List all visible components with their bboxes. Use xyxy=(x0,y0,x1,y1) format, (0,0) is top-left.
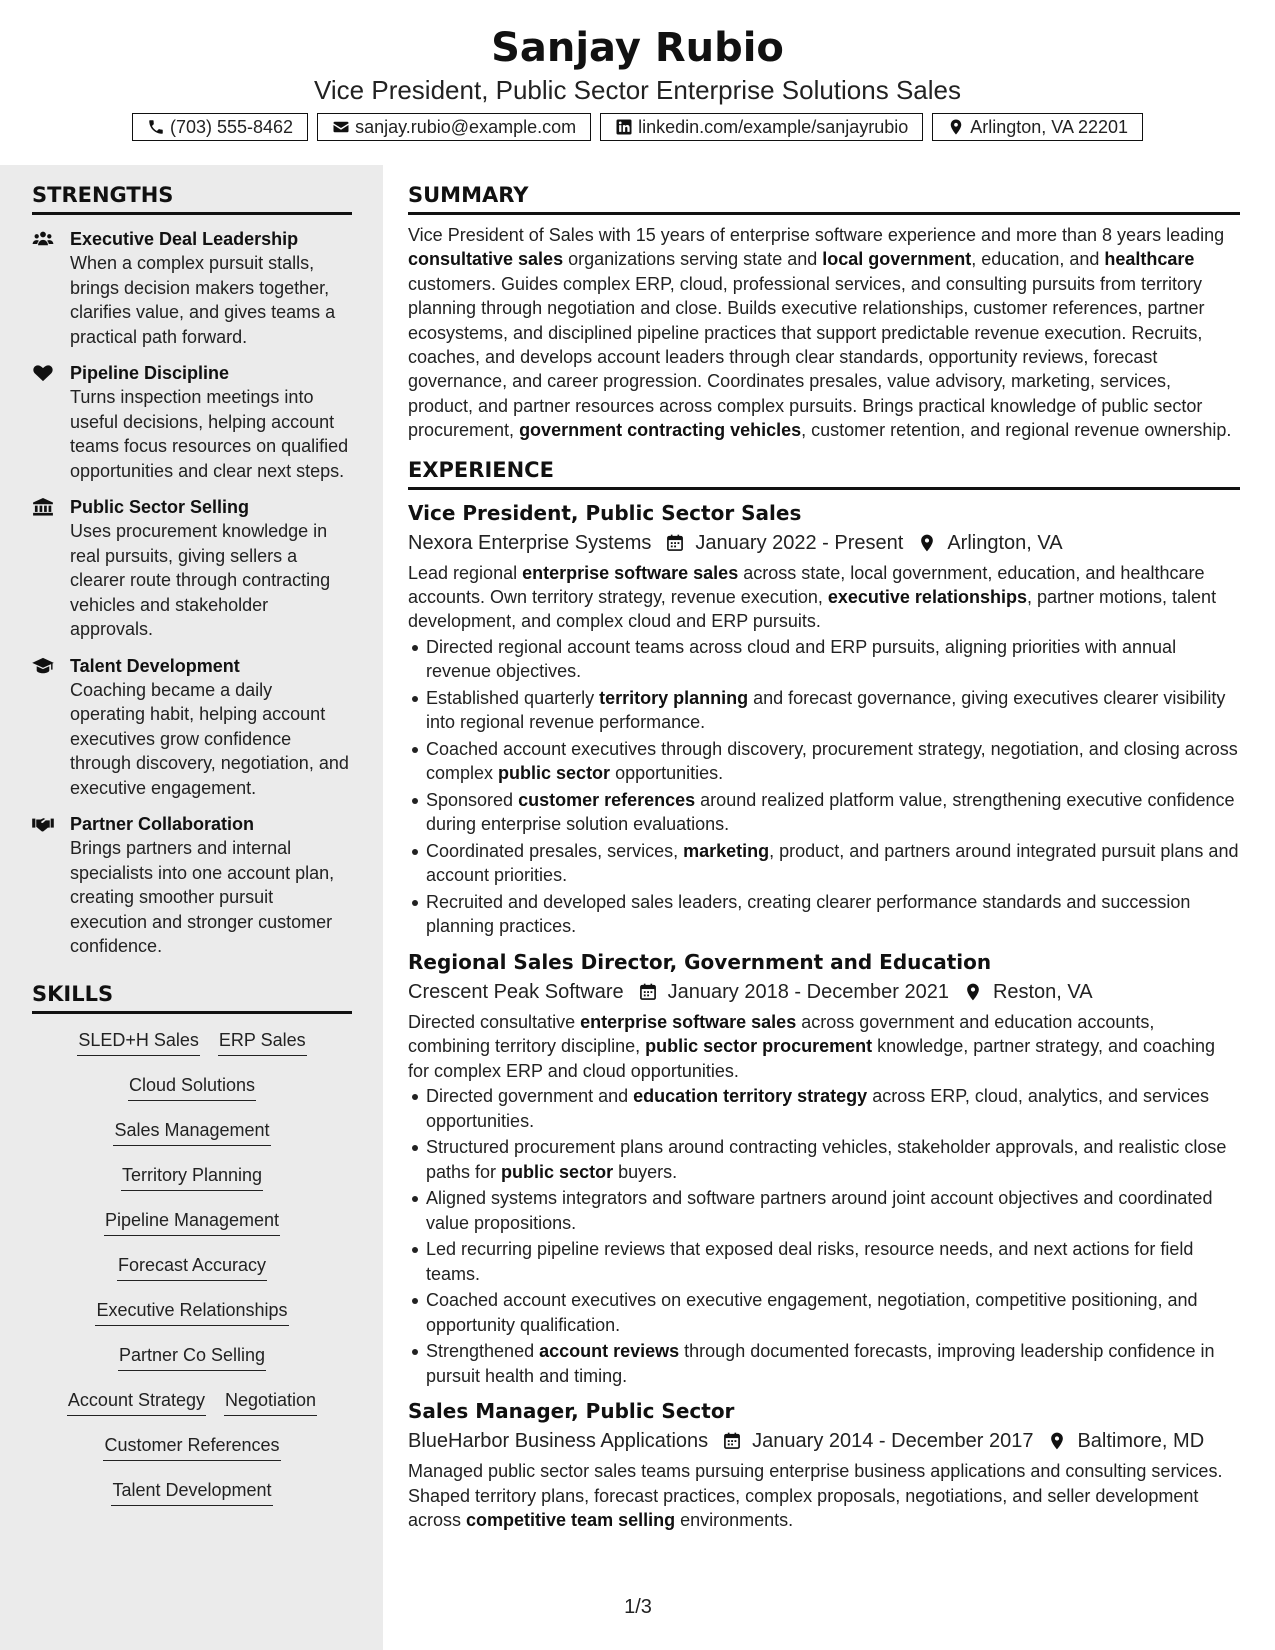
heart-icon xyxy=(32,361,70,483)
skill-tag: ERP Sales xyxy=(218,1028,307,1056)
contact-location xyxy=(932,113,1143,141)
bold-keyword: account reviews xyxy=(539,1341,680,1362)
job-description xyxy=(408,561,1240,634)
text-run: Strengthened xyxy=(426,1341,540,1362)
job-title: Regional Sales Director, Government and Education xyxy=(408,949,992,974)
strength-title: Partner Collaboration xyxy=(70,814,255,834)
strength-title: Executive Deal Leadership xyxy=(70,229,299,249)
text-run: Established quarterly xyxy=(426,687,600,708)
experience-list xyxy=(408,498,1240,1533)
envelope-icon xyxy=(332,118,350,136)
calendar-icon xyxy=(665,533,695,553)
job-location: Arlington, VA xyxy=(947,531,1063,554)
skill-row xyxy=(32,1253,352,1298)
achievement-item xyxy=(426,1186,1240,1235)
skill-tag: Partner Co Selling xyxy=(118,1343,266,1371)
achievement-item xyxy=(426,839,1240,888)
summary-text xyxy=(408,223,1240,443)
main-content xyxy=(408,180,1240,1532)
strength-item xyxy=(32,654,352,801)
text-run: buyers. xyxy=(613,1161,678,1182)
candidate-title: Vice President, Public Sector Enterprise Solutions Sales xyxy=(314,75,961,105)
skill-tag: Executive Relationships xyxy=(95,1298,288,1326)
phone-icon xyxy=(147,118,165,136)
strength-item xyxy=(32,361,352,483)
skill-row xyxy=(32,1118,352,1163)
contact-bar xyxy=(0,113,1275,141)
strength-item xyxy=(32,495,352,642)
job-dates: January 2014 - December 2017 xyxy=(752,1430,1034,1453)
achievement-item xyxy=(426,1339,1240,1388)
company-name: BlueHarbor Business Applications xyxy=(408,1430,709,1453)
text-run: across government and education accounts, combining territory discipline, xyxy=(408,1011,1155,1057)
text-run: Recruited and developed sales leaders, creating clearer performance standards and succession planning practices. xyxy=(426,891,1191,937)
skill-tag: Talent Development xyxy=(111,1478,272,1506)
strength-description: Coaching became a daily operating habit, helping account executives grow confidence through discovery, negotiation, and executive engagement. xyxy=(70,679,349,798)
achievement-list xyxy=(408,1084,1240,1388)
strength-description: Brings partners and internal specialists into one account plan, creating smoother pursuit execution and stronger customer confidence. xyxy=(70,838,335,956)
job-meta xyxy=(408,1426,1240,1456)
strength-description: When a complex pursuit stalls, brings decision makers together, clarifies value, and gives teams a practical path forward. xyxy=(70,253,336,347)
strength-item xyxy=(32,812,352,959)
job-dates: January 2022 - Present xyxy=(695,531,904,554)
skill-tag: Negotiation xyxy=(224,1388,317,1416)
skill-row xyxy=(32,1208,352,1253)
location-pin-icon xyxy=(1047,1431,1077,1451)
strength-title: Talent Development xyxy=(70,655,240,676)
job-title: Sales Manager, Public Sector xyxy=(408,1399,735,1424)
sidebar xyxy=(0,165,383,1650)
job-entry xyxy=(408,1396,1240,1532)
contact-linkedin[interactable] xyxy=(600,113,923,141)
company-name: Nexora Enterprise Systems xyxy=(408,531,652,554)
strength-title: Public Sector Selling xyxy=(70,497,250,517)
skill-row xyxy=(32,1478,352,1523)
skill-row xyxy=(32,1388,352,1433)
text-run: Coached account executives through discovery, procurement strategy, negotiation, and closing across complex xyxy=(426,738,1238,784)
skills-heading: SKILLS xyxy=(32,979,352,1014)
people-group-icon xyxy=(32,227,70,349)
text-run: Structured procurement plans around contracting vehicles, stakeholder approvals, and realistic close paths for xyxy=(426,1137,1227,1182)
achievement-item xyxy=(426,635,1240,684)
text-run: Vice President of Sales with 15 years of enterprise software experience and more than 8 years leading xyxy=(408,225,1225,245)
bold-keyword: public sector xyxy=(501,1161,614,1182)
skill-tag: Customer References xyxy=(103,1433,280,1461)
achievement-item xyxy=(426,1135,1240,1184)
resume-header xyxy=(0,0,1275,165)
job-description xyxy=(408,1459,1240,1532)
achievement-item xyxy=(426,686,1240,735)
text-run: Sponsored xyxy=(426,789,519,810)
skill-tag: Pipeline Management xyxy=(104,1208,280,1236)
text-run: Lead regional xyxy=(408,562,523,583)
candidate-name: Sanjay Rubio xyxy=(491,25,784,71)
skill-row xyxy=(32,1343,352,1388)
job-description xyxy=(408,1010,1240,1083)
skills-list xyxy=(32,1028,352,1523)
text-run: knowledge, partner strategy, and coaching for complex ERP and cloud opportunities. xyxy=(408,1036,1216,1081)
text-run: , partner motions, talent development, and complex cloud and ERP pursuits. xyxy=(408,587,1217,632)
job-meta xyxy=(408,977,1240,1007)
bold-keyword: public sector procurement xyxy=(645,1036,873,1057)
bold-keyword: marketing xyxy=(683,840,770,861)
location-pin-icon xyxy=(947,118,965,136)
page-number: 1/3 xyxy=(624,1596,652,1618)
skill-tag: SLED+H Sales xyxy=(77,1028,200,1056)
contact-email-text: sanjay.rubio@example.com xyxy=(355,116,577,137)
text-run: Aligned systems integrators and software partners around joint account objectives and coordinated value propositions. xyxy=(426,1188,1213,1233)
experience-heading: EXPERIENCE xyxy=(408,455,1240,490)
text-run: and forecast governance, giving executives clearer visibility into regional revenue performance. xyxy=(426,687,1226,733)
skill-row xyxy=(32,1073,352,1118)
contact-linkedin-text: linkedin.com/example/sanjayrubio xyxy=(638,116,909,137)
handshake-icon xyxy=(32,812,70,959)
strength-title: Pipeline Discipline xyxy=(70,363,230,383)
job-entry xyxy=(408,498,1240,939)
text-run: , customer retention, and regional revenue ownership. xyxy=(801,420,1232,441)
location-pin-icon xyxy=(917,533,947,553)
bold-keyword: territory planning xyxy=(599,687,749,708)
text-run: opportunities. xyxy=(610,763,724,784)
text-run: Coached account executives on executive engagement, negotiation, competitive positioning, and opportunity qualification. xyxy=(426,1290,1198,1335)
contact-email[interactable] xyxy=(317,113,591,141)
text-run: around realized platform value, strengthening executive confidence during enterprise solution evaluations. xyxy=(426,789,1235,835)
job-location: Baltimore, MD xyxy=(1077,1430,1205,1453)
calendar-icon xyxy=(638,982,668,1002)
strength-item xyxy=(32,227,352,349)
job-title: Vice President, Public Sector Sales xyxy=(408,500,802,525)
company-name: Crescent Peak Software xyxy=(408,980,624,1003)
bold-keyword: enterprise software sales xyxy=(580,1011,797,1032)
linkedin-icon xyxy=(615,118,633,136)
achievement-item xyxy=(426,788,1240,837)
graduation-cap-icon xyxy=(32,654,70,801)
skill-tag: Cloud Solutions xyxy=(128,1073,256,1101)
achievement-item xyxy=(426,1084,1240,1133)
text-run: customers. Guides complex ERP, cloud, professional services, and consulting pursuits from territory planning through negotiation and close. Builds executive relationships, customer references, partner ecosystems, and disciplined pipeline practices that support predictable revenue execution. Recruits, coaches, and develops account leaders through clear standards, opportunity reviews, forecast governance, and career progression. Coordinates presales, value advisory, marketing, services, product, and partner resources across complex pursuits. Brings practical knowledge of public sector procurement, xyxy=(408,273,1205,441)
text-run: Directed regional account teams across cloud and ERP pursuits, aligning priorities with annual revenue objectives. xyxy=(426,636,1177,682)
bold-keyword: local government xyxy=(822,249,972,270)
text-run: Led recurring pipeline reviews that exposed deal risks, resource needs, and next actions for field teams. xyxy=(426,1239,1194,1284)
bold-keyword: enterprise software sales xyxy=(522,562,739,583)
skill-tag: Sales Management xyxy=(113,1118,270,1146)
text-run: Directed government and xyxy=(426,1086,634,1107)
bold-keyword: education territory strategy xyxy=(633,1086,868,1107)
achievement-item xyxy=(426,890,1240,939)
location-pin-icon xyxy=(963,982,993,1002)
bold-keyword: executive relationships xyxy=(827,587,1027,608)
text-run: across state, local government, education, and healthcare accounts. Own territory strategy, revenue execution, xyxy=(408,562,1205,608)
achievement-item xyxy=(426,1288,1240,1337)
contact-phone[interactable] xyxy=(132,113,308,141)
bold-keyword: healthcare xyxy=(1104,249,1195,270)
calendar-icon xyxy=(722,1431,752,1451)
bold-keyword: consultative sales xyxy=(408,249,564,270)
text-run: Coordinated presales, services, xyxy=(426,840,684,861)
skill-tag: Territory Planning xyxy=(121,1163,263,1191)
skill-tag: Forecast Accuracy xyxy=(117,1253,267,1281)
bold-keyword: competitive team selling xyxy=(466,1509,676,1530)
summary-heading: SUMMARY xyxy=(408,180,1240,215)
skill-row xyxy=(32,1433,352,1478)
achievement-list xyxy=(408,635,1240,939)
skill-row xyxy=(32,1163,352,1208)
job-meta xyxy=(408,528,1240,558)
job-entry xyxy=(408,947,1240,1388)
job-location: Reston, VA xyxy=(992,980,1093,1003)
achievement-item xyxy=(426,737,1240,786)
bold-keyword: customer references xyxy=(518,789,696,810)
text-run: environments. xyxy=(675,1509,794,1530)
text-run: Managed public sector sales teams pursuing enterprise business applications and consulting services. Shaped territory plans, forecast practices, complex proposals, negotiations, and seller development across xyxy=(408,1461,1223,1530)
government-building-icon xyxy=(32,495,70,642)
text-run: Directed consultative xyxy=(408,1011,581,1032)
text-run: through documented forecasts, improving leadership confidence in pursuit health and timing. xyxy=(426,1341,1215,1386)
text-run: , product, and partners around integrated pursuit plans and account priorities. xyxy=(426,840,1239,886)
contact-phone-text: (703) 555-8462 xyxy=(169,116,294,137)
text-run: across ERP, cloud, analytics, and services opportunities. xyxy=(426,1086,1210,1131)
bold-keyword: public sector xyxy=(498,763,611,784)
skill-row xyxy=(32,1028,352,1073)
bold-keyword: government contracting vehicles xyxy=(519,420,802,441)
text-run: , education, and xyxy=(971,249,1105,270)
strength-description: Turns inspection meetings into useful decisions, helping account teams focus resources on qualified opportunities and clear next steps. xyxy=(70,387,349,481)
skill-tag: Account Strategy xyxy=(67,1388,206,1416)
text-run: organizations serving state and xyxy=(563,249,823,270)
skill-row xyxy=(32,1298,352,1343)
strength-description: Uses procurement knowledge in real pursuits, giving sellers a clearer route through contracting vehicles and stakeholder approvals. xyxy=(70,521,331,639)
contact-location-text: Arlington, VA 22201 xyxy=(970,116,1129,137)
job-dates: January 2018 - December 2021 xyxy=(667,980,949,1003)
strengths-heading: STRENGTHS xyxy=(32,180,352,215)
achievement-item xyxy=(426,1237,1240,1286)
